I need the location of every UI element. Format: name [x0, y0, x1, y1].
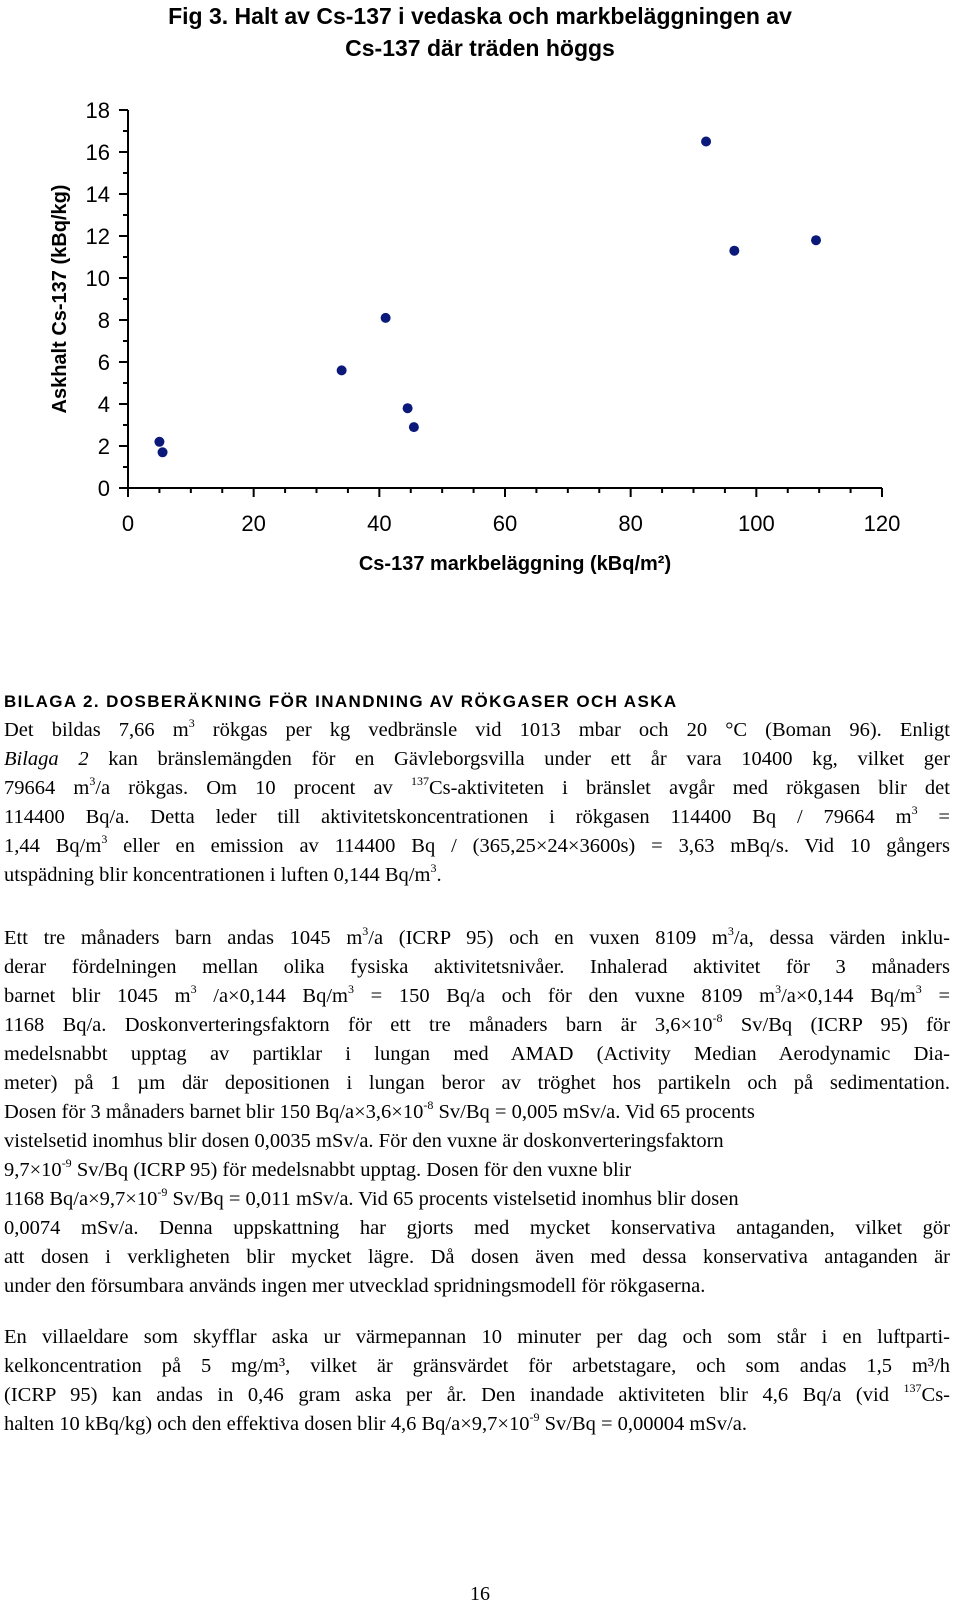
paragraph-2-line-4: 1168 Bq/a. Doskonverteringsfaktorn för ett tre månaders barn är $3,6\times 10^{-8}$ Sv/Bq (ICRP 95) för: [4, 1011, 951, 1036]
y-tick-label: 4: [97, 392, 110, 417]
paragraph-3: [4, 1323, 950, 1439]
data-point: [381, 313, 391, 323]
paragraph-2-line-13: under den försumbara används ingen mer utvecklad spridningsmodell för rökgaserna.: [4, 1275, 706, 1297]
paragraph-2-line-11: 0,0074 mSv/a. Denna uppskattning har gjorts med mycket konservativa antaganden, vilket gör: [4, 1217, 950, 1239]
paragraph-1-line-4: 114400 Bq/a. Detta leder till aktivitetskoncentrationen i rökgasen 114400 Bq / 79664 $m^3$ =: [4, 803, 950, 828]
data-point: [729, 246, 739, 256]
paragraph-1-line-6: utspädning blir koncentrationen i luften 0,144 $Bq/m^3$.: [4, 861, 442, 886]
paragraph-1: [4, 716, 950, 890]
figure-title-line-1: Fig 3. Halt av Cs-137 i vedaska och markbeläggningen av: [168, 3, 792, 29]
paragraph-2-line-7: Dosen för 3 månaders barnet blir 150 $Bq/a\times 3,6\times 10^{-8}$ Sv/Bq = 0,005 mSv/a. Vid 65 procents: [4, 1098, 755, 1123]
x-tick-label: 120: [863, 511, 901, 536]
data-point: [701, 137, 711, 147]
x-tick-label: 20: [241, 511, 266, 536]
scatter-chart: [0, 90, 960, 590]
paragraph-2: [4, 924, 950, 1301]
paragraph-3-line-4: halten 10 kBq/kg) och den effektiva dosen blir 4,6 $Bq/a\times 9,7\times 10^{-9}$ Sv/Bq = 0,00004 mSv/a.: [4, 1410, 747, 1435]
figure-title: [100, 0, 860, 64]
y-tick-label: 12: [85, 224, 110, 249]
paragraph-3-line-1: En villaeldare som skyfflar aska ur värmepannan 10 minuter per dag och som står i en luftparti-: [4, 1326, 950, 1348]
data-point: [403, 403, 413, 413]
paragraph-3-line-2: kelkoncentration på 5 mg/m³, vilket är gränsvärdet för arbetstagare, och som andas 1,5 m³/h: [4, 1355, 950, 1377]
y-tick-label: 18: [85, 98, 110, 123]
section-heading: BILAGA 2. DOSBERÄKNING FÖR INANDNING AV RÖKGASER OCH ASKA: [4, 692, 678, 711]
paragraph-1-line-5: 1,44 $Bq/m^3$ eller en emission av 114400 Bq / (365,25×24×3600s) = 3,63 mBq/s. Vid 10 gångers: [4, 832, 950, 857]
paragraph-3-line-3: (ICRP 95) kan andas in 0,46 gram aska per år. Den inandade aktiviteten blir 4,6 Bq/a (vid $^{137}$Cs-: [4, 1381, 950, 1406]
x-tick-label: 60: [492, 511, 518, 536]
x-axis-title: Cs-137 markbeläggning (kBq/m²): [358, 553, 672, 575]
y-tick-label: 0: [97, 476, 110, 501]
x-tick-label: 40: [367, 511, 392, 536]
data-point: [158, 447, 168, 457]
paragraph-2-line-3: barnet blir 1045 $m^3$ /a×0,144 $Bq/m^3 = 150$ Bq/a och för den vuxne 8109 $m^3/a\times 0,144$ $Bq/m^3$ =: [4, 982, 950, 1007]
paragraph-1-line-3: 79664 $m^3/a$ rökgas. Om 10 procent av $^{137}$Cs-aktiviteten i bränslet avgår med rökgasen blir det: [4, 774, 950, 799]
paragraph-2-line-12: att dosen i verkligheten blir mycket lägre. Då dosen även med dessa konservativa antaganden är: [4, 1246, 950, 1268]
page-number: 16: [470, 1583, 490, 1605]
x-tick-label: 100: [737, 511, 775, 536]
paragraph-1-line-1: Det bildas 7,66 $m^3$ rökgas per kg vedbränsle vid 1013 mbar och 20 °C (Boman 96). Enligt: [4, 716, 950, 741]
data-point: [811, 235, 821, 245]
paragraph-2-line-8: vistelsetid inomhus blir dosen 0,0035 mSv/a. För den vuxne är doskonverteringsfaktorn: [4, 1130, 724, 1152]
y-tick-label: 14: [85, 182, 110, 207]
paragraph-2-line-10: 1168 $Bq/a\times 9,7\times 10^{-9}$ Sv/Bq = 0,011 mSv/a. Vid 65 procents vistelsetid inomhus blir dosen: [4, 1185, 739, 1210]
paragraph-2-line-5: medelsnabbt upptag av partiklar i lungan med AMAD (Activity Median Aerodynamic Dia-: [4, 1043, 950, 1065]
data-point: [409, 422, 419, 432]
paragraph-2-line-1: Ett tre månaders barn andas 1045 $m^3/a$ (ICRP 95) och en vuxen 8109 $m^3/a$, dessa värden inklu-: [4, 924, 950, 949]
y-tick-label: 16: [85, 140, 110, 165]
data-point: [337, 365, 347, 375]
figure-title-line-2: Cs-137 där träden höggs: [345, 35, 615, 61]
y-tick-label: 10: [85, 266, 110, 291]
paragraph-2-line-2: derar fördelningen mellan olika fysiska aktivitetsnivåer. Inhalerad aktivitet för 3 månaders: [4, 956, 950, 978]
paragraph-1-line-2: Bilaga 2 kan bränslemängden för en Gävleborgsvilla under ett år vara 10400 kg, vilket ger: [4, 748, 950, 770]
x-tick-label: 0: [121, 511, 135, 536]
y-axis-title: Askhalt Cs-137 (kBq/kg): [49, 184, 71, 414]
paragraph-2-line-6: meter) på 1 µm där depositionen i lungan beror av tröghet hos partikeln och på sedimentation.: [4, 1072, 950, 1094]
y-tick-label: 2: [97, 434, 110, 459]
x-tick-label: 80: [618, 511, 643, 536]
data-point: [154, 437, 164, 447]
paragraph-2-line-9: $9,7\times 10^{-9}$ Sv/Bq (ICRP 95) för medelsnabbt upptag. Dosen för den vuxne blir: [4, 1156, 632, 1181]
y-tick-label: 6: [97, 350, 110, 375]
y-tick-label: 8: [97, 308, 110, 333]
